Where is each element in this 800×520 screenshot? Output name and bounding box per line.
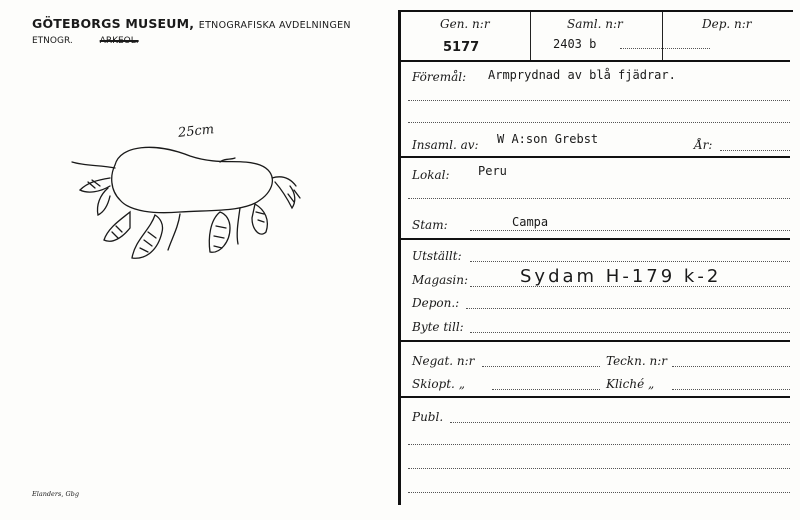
insaml-value: W A:son Grebst (497, 132, 599, 146)
magasin-label: Magasin: (412, 273, 469, 287)
stam-value: Campa (512, 215, 549, 229)
byte-till-line (470, 332, 790, 333)
lokal-continuation-line (408, 198, 790, 199)
publ-line (450, 422, 790, 423)
museum-name: GÖTEBORGS MUSEUM, (32, 16, 195, 31)
section-rule (400, 396, 790, 398)
publ-continuation-line (408, 444, 790, 445)
negat-nr-label: Negat. n:r (412, 354, 475, 368)
byte-till-label: Byte till: (412, 320, 464, 334)
vertical-rule (398, 10, 401, 505)
department-name: ETNOGRAFISKA AVDELNINGEN (198, 20, 351, 31)
ar-line (720, 150, 790, 151)
feather-armlet-sketch (60, 120, 330, 280)
top-rule (398, 10, 793, 12)
dep-nr-label: Dep. n:r (702, 17, 752, 31)
gen-nr-label: Gen. n:r (440, 17, 490, 31)
column-divider (662, 12, 663, 60)
dep-nr-line (620, 48, 710, 49)
section-rule (400, 238, 790, 240)
kliche-label: Kliché „ (606, 377, 655, 391)
teckn-nr-label: Teckn. n:r (606, 354, 668, 368)
skiopt-label: Skiopt. „ (412, 377, 465, 391)
category-line (32, 36, 139, 46)
depon-label: Depon.: (412, 296, 460, 310)
utstallt-line (470, 261, 790, 262)
printer-imprint: Elanders, Gbg (32, 490, 79, 498)
section-rule (400, 60, 790, 62)
gen-nr-value: 5177 (443, 40, 480, 55)
museum-header (32, 16, 351, 31)
saml-nr-value: 2403 b (553, 37, 597, 51)
skiopt-line (492, 389, 600, 390)
utstallt-label: Utställt: (412, 249, 462, 263)
stam-label: Stam: (412, 218, 448, 232)
scale-note: 25cm (177, 122, 215, 141)
magasin-line (470, 286, 790, 287)
etnogr-label: ETNOGR. (32, 36, 73, 46)
publ-continuation-line (408, 468, 790, 469)
foremal-label: Föremål: (412, 70, 467, 84)
stam-line (470, 230, 790, 231)
saml-nr-label: Saml. n:r (567, 17, 623, 31)
arkeol-label-struck: ARKEOL. (99, 36, 139, 46)
lokal-label: Lokal: (412, 168, 450, 182)
section-rule (400, 340, 790, 342)
ar-label: År: (694, 138, 713, 152)
publ-label: Publ. (412, 410, 444, 424)
foremal-continuation-line (408, 100, 790, 101)
lokal-value: Peru (478, 164, 507, 178)
column-divider (530, 12, 531, 60)
magasin-value: Sydam H-179 k-2 (520, 266, 722, 287)
teckn-nr-line (672, 366, 790, 367)
foremal-value: Armprydnad av blå fjädrar. (488, 68, 676, 82)
section-rule (400, 156, 790, 158)
insaml-label: Insaml. av: (412, 138, 479, 152)
negat-nr-line (482, 366, 600, 367)
kliche-line (672, 389, 790, 390)
foremal-continuation-line (408, 122, 790, 123)
publ-continuation-line (408, 492, 790, 493)
depon-line (466, 308, 790, 309)
